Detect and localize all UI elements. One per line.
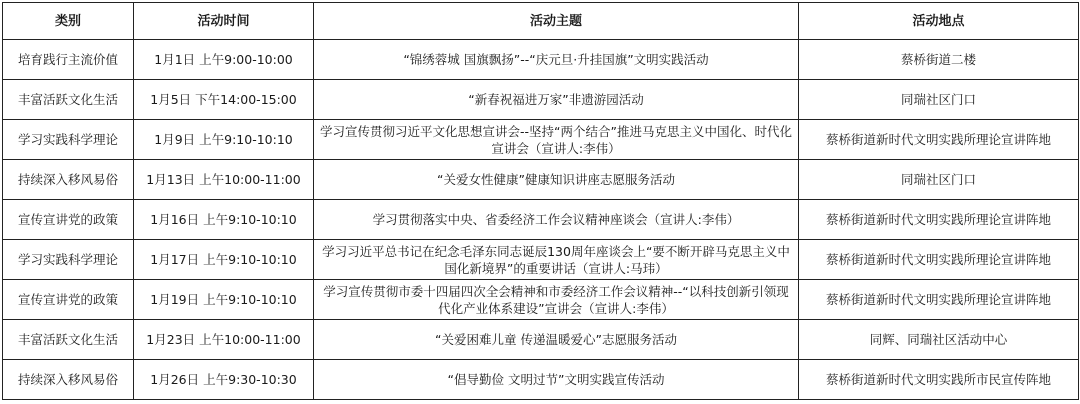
theme-cell: “锦绣蓉城 国旗飘扬”--“庆元旦·升挂国旗”文明实践活动	[314, 40, 799, 80]
place-cell: 蔡桥街道新时代文明实践所理论宣讲阵地	[799, 200, 1079, 240]
time-cell: 1月17日 上午9:10-10:10	[134, 240, 314, 280]
table-row	[3, 40, 1079, 80]
time-cell: 1月1日 上午9:00-10:00	[134, 40, 314, 80]
theme-cell: “倡导勤俭 文明过节”文明实践宣传活动	[314, 360, 799, 400]
category-cell: 持续深入移风易俗	[3, 360, 134, 400]
theme-cell: “关爱困难儿童 传递温暖爱心”志愿服务活动	[314, 320, 799, 360]
place-cell: 蔡桥街道新时代文明实践所市民宣传阵地	[799, 360, 1079, 400]
place-cell: 蔡桥街道新时代文明实践所理论宣讲阵地	[799, 240, 1079, 280]
table-row	[3, 120, 1079, 160]
place-cell: 同辉、同瑞社区活动中心	[799, 320, 1079, 360]
category-cell: 丰富活跃文化生活	[3, 80, 134, 120]
table-row	[3, 280, 1079, 320]
header-theme: 活动主题	[314, 3, 799, 40]
theme-cell: “关爱女性健康”健康知识讲座志愿服务活动	[314, 160, 799, 200]
table-row	[3, 360, 1079, 400]
place-cell: 蔡桥街道二楼	[799, 40, 1079, 80]
header-category: 类别	[3, 3, 134, 40]
time-cell: 1月23日 上午10:00-11:00	[134, 320, 314, 360]
place-cell: 同瑞社区门口	[799, 80, 1079, 120]
theme-cell: 学习习近平总书记在纪念毛泽东同志诞辰130周年座谈会上“要不断开辟马克思主义中国化新境界”的重要讲话（宣讲人:马玮）	[314, 240, 799, 280]
category-cell: 学习实践科学理论	[3, 120, 134, 160]
time-cell: 1月9日 上午9:10-10:10	[134, 120, 314, 160]
category-cell: 学习实践科学理论	[3, 240, 134, 280]
table-row	[3, 160, 1079, 200]
theme-cell: “新春祝福进万家”非遗游园活动	[314, 80, 799, 120]
time-cell: 1月16日 上午9:10-10:10	[134, 200, 314, 240]
time-cell: 1月5日 下午14:00-15:00	[134, 80, 314, 120]
table-row	[3, 320, 1079, 360]
header-time: 活动时间	[134, 3, 314, 40]
category-cell: 宣传宣讲党的政策	[3, 200, 134, 240]
category-cell: 培育践行主流价值	[3, 40, 134, 80]
table-row	[3, 200, 1079, 240]
place-cell: 蔡桥街道新时代文明实践所理论宣讲阵地	[799, 280, 1079, 320]
place-cell: 同瑞社区门口	[799, 160, 1079, 200]
time-cell: 1月26日 上午9:30-10:30	[134, 360, 314, 400]
place-cell: 蔡桥街道新时代文明实践所理论宣讲阵地	[799, 120, 1079, 160]
theme-cell: 学习贯彻落实中央、省委经济工作会议精神座谈会（宣讲人:李伟）	[314, 200, 799, 240]
category-cell: 持续深入移风易俗	[3, 160, 134, 200]
time-cell: 1月19日 上午9:10-10:10	[134, 280, 314, 320]
category-cell: 宣传宣讲党的政策	[3, 280, 134, 320]
category-cell: 丰富活跃文化生活	[3, 320, 134, 360]
time-cell: 1月13日 上午10:00-11:00	[134, 160, 314, 200]
header-row	[3, 3, 1079, 40]
header-place: 活动地点	[799, 3, 1079, 40]
table-row	[3, 80, 1079, 120]
theme-cell: 学习宣传贯彻习近平文化思想宣讲会--坚持“两个结合”推进马克思主义中国化、时代化宣讲会（宣讲人:李伟）	[314, 120, 799, 160]
table-row	[3, 240, 1079, 280]
activity-schedule-table	[2, 2, 1079, 400]
theme-cell: 学习宣传贯彻市委十四届四次全会精神和市委经济工作会议精神--“以科技创新引领现代化产业体系建设”宣讲会（宣讲人:李伟）	[314, 280, 799, 320]
